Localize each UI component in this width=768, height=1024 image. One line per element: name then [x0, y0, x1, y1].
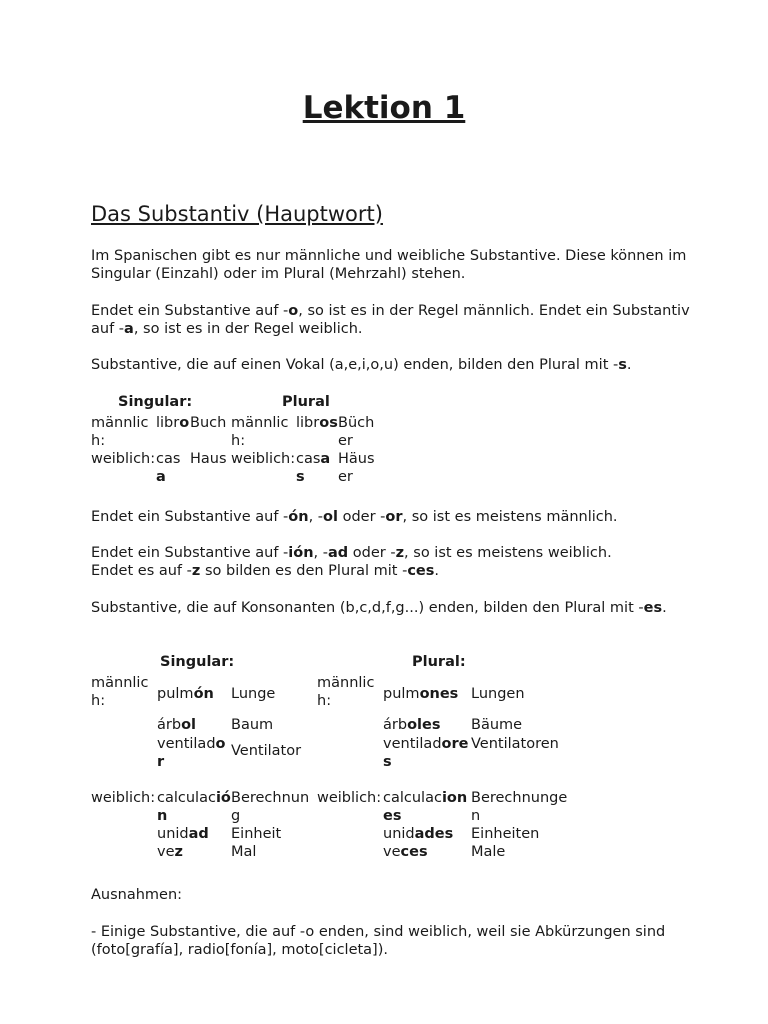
table-row — [91, 450, 380, 486]
singular-word: libro — [156, 415, 190, 431]
gender-rule-paragraph: Endet ein Substantive auf -o, so ist es in der Regel männlich. Endet ein Substantiv auf -a, so ist es in der Regel weiblich. — [91, 303, 690, 337]
translation-cell: Bäume — [471, 716, 523, 733]
exceptions-label: Ausnahmen: — [91, 887, 183, 903]
gender-cell: männlich: — [91, 675, 149, 709]
translation-cell: Buch — [190, 415, 227, 431]
translation-cell: Häuser — [338, 451, 375, 485]
gender-cell: weiblich: — [91, 451, 156, 467]
translation-cell: Male — [471, 844, 506, 860]
plural-word: ventiladores — [383, 736, 469, 770]
table1-plural-header: Plural — [282, 394, 330, 410]
translation-cell: Haus — [190, 451, 227, 467]
table2-singular-header: Singular: — [160, 654, 235, 670]
plural-word: veces — [383, 844, 428, 860]
gender-cell: weiblich: — [231, 451, 296, 467]
singular-word: árbol — [157, 716, 196, 733]
table1-singular-header: Singular: — [118, 394, 193, 410]
singular-word: casa — [156, 451, 181, 485]
gender-cell: weiblich: — [317, 790, 382, 806]
singular-word: calculación — [157, 790, 231, 824]
vowel-plural-paragraph: Substantive, die auf einen Vokal (a,e,i,o,u) enden, bilden den Plural mit -s. — [91, 357, 632, 373]
gender-cell: männlich: — [91, 415, 149, 449]
exception-item: - Einige Substantive, die auf -o enden, sind weiblich, weil sie Abkürzungen sind (foto[grafía], radio[fonía], moto[cicleta]). — [91, 924, 666, 958]
translation-cell: Mal — [231, 844, 257, 860]
feminine-endings-paragraph: Endet ein Substantive auf -ión, -ad oder -z, so ist es meistens weiblich. Endet es auf -z so bilden es den Plural mit -ces. — [91, 545, 612, 579]
plural-word: unidades — [383, 826, 454, 842]
table-row — [91, 714, 571, 735]
translation-cell: Berechnung — [231, 790, 310, 824]
table-row — [91, 674, 571, 714]
vowel-example-table — [91, 414, 380, 486]
gender-cell: männlich: — [317, 675, 375, 709]
masculine-endings-paragraph: Endet ein Substantive auf -ón, -ol oder -or, so ist es meistens männlich. — [91, 509, 618, 525]
consonant-example-table — [91, 674, 571, 861]
singular-word: pulmón — [157, 686, 214, 702]
gender-cell: weiblich: — [91, 790, 156, 806]
plural-word: pulmones — [383, 686, 459, 702]
table-row — [91, 789, 571, 825]
translation-cell: Ventilator — [231, 743, 302, 759]
singular-word: vez — [157, 844, 183, 860]
table-row — [91, 414, 380, 450]
gender-cell: männlich: — [231, 415, 289, 449]
singular-word: ventilador — [157, 736, 226, 770]
translation-cell: Baum — [231, 716, 274, 733]
singular-word: unidad — [157, 826, 209, 842]
translation-cell: Berechnungen — [471, 790, 568, 824]
section-heading: Das Substantiv (Hauptwort) — [91, 202, 383, 226]
translation-cell: Lungen — [471, 686, 525, 702]
consonant-plural-paragraph: Substantive, die auf Konsonanten (b,c,d,f,g...) enden, bilden den Plural mit -es. — [91, 600, 667, 616]
table2-plural-header: Plural: — [412, 654, 466, 670]
translation-cell: Ventilatoren — [471, 736, 559, 752]
plural-word: calculaciones — [383, 790, 468, 824]
translation-cell: Einheit — [231, 826, 282, 842]
table-row — [91, 843, 571, 861]
lesson-title: Lektion 1 — [302, 90, 466, 126]
plural-word: árboles — [383, 716, 441, 733]
translation-cell: Lunge — [231, 686, 276, 702]
table-row — [91, 735, 571, 789]
translation-cell: Bücher — [338, 415, 375, 449]
plural-word: casas — [296, 451, 331, 485]
plural-word: libros — [296, 415, 338, 431]
intro-paragraph: Im Spanischen gibt es nur männliche und weibliche Substantive. Diese können im Singular (Einzahl) oder im Plural (Mehrzahl) stehen. — [91, 248, 687, 282]
translation-cell: Einheiten — [471, 826, 540, 842]
table-row — [91, 825, 571, 843]
